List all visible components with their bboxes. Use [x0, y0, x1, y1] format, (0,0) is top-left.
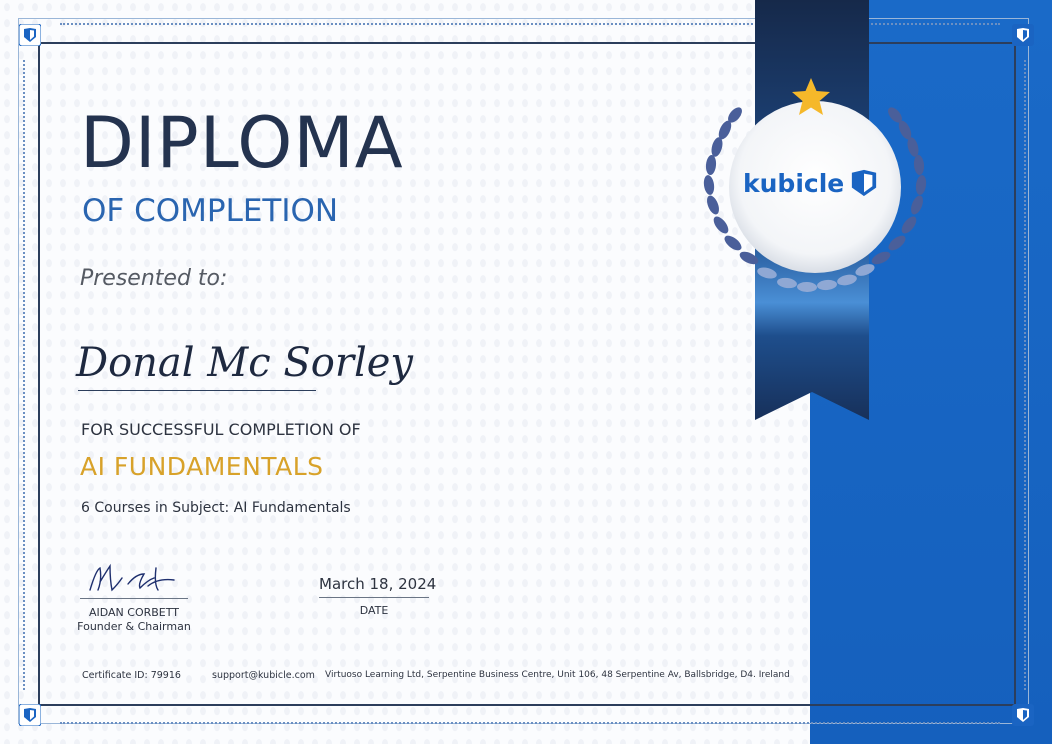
corner-shield-icon — [1008, 20, 1038, 50]
course-detail: 6 Courses in Subject: AI Fundamentals — [81, 500, 351, 516]
presented-label: Presented to: — [80, 266, 228, 291]
certificate-id: Certificate ID: 79916 — [82, 670, 181, 681]
completion-label: FOR SUCCESSFUL COMPLETION OF — [81, 420, 361, 439]
dotted-border-left — [23, 60, 25, 690]
date-value: March 18, 2024 — [319, 575, 437, 593]
recipient-name: Donal Mc Sorley — [76, 340, 414, 386]
laurel-wreath-icon — [695, 95, 935, 305]
dotted-border-bottom — [60, 722, 1000, 724]
signature-line — [80, 598, 188, 599]
corner-shield-icon — [1008, 700, 1038, 730]
kubicle-shield-icon — [850, 169, 878, 197]
kubicle-logo — [743, 166, 888, 200]
date-label: DATE — [359, 604, 389, 617]
diploma-subtitle: OF COMPLETION — [82, 193, 339, 229]
support-email[interactable]: support@kubicle.com — [212, 670, 315, 681]
date-line — [319, 597, 429, 598]
logo-text: kubicle — [743, 168, 845, 198]
diploma-title: DIPLOMA — [80, 102, 404, 184]
signer-name: AIDAN CORBETT — [88, 606, 180, 619]
company-address: Virtuoso Learning Ltd, Serpentine Business Centre, Unit 106, 48 Serpentine Av, Ballsbridge, D4. Ireland — [325, 670, 790, 680]
dotted-border-right — [1024, 60, 1026, 690]
signature — [88, 560, 188, 600]
corner-shield-icon — [15, 700, 45, 730]
corner-shield-icon — [15, 20, 45, 50]
recipient-underline — [78, 390, 316, 391]
star-icon — [789, 76, 833, 118]
course-name: AI FUNDAMENTALS — [80, 452, 324, 481]
signer-title: Founder & Chairman — [77, 620, 191, 633]
